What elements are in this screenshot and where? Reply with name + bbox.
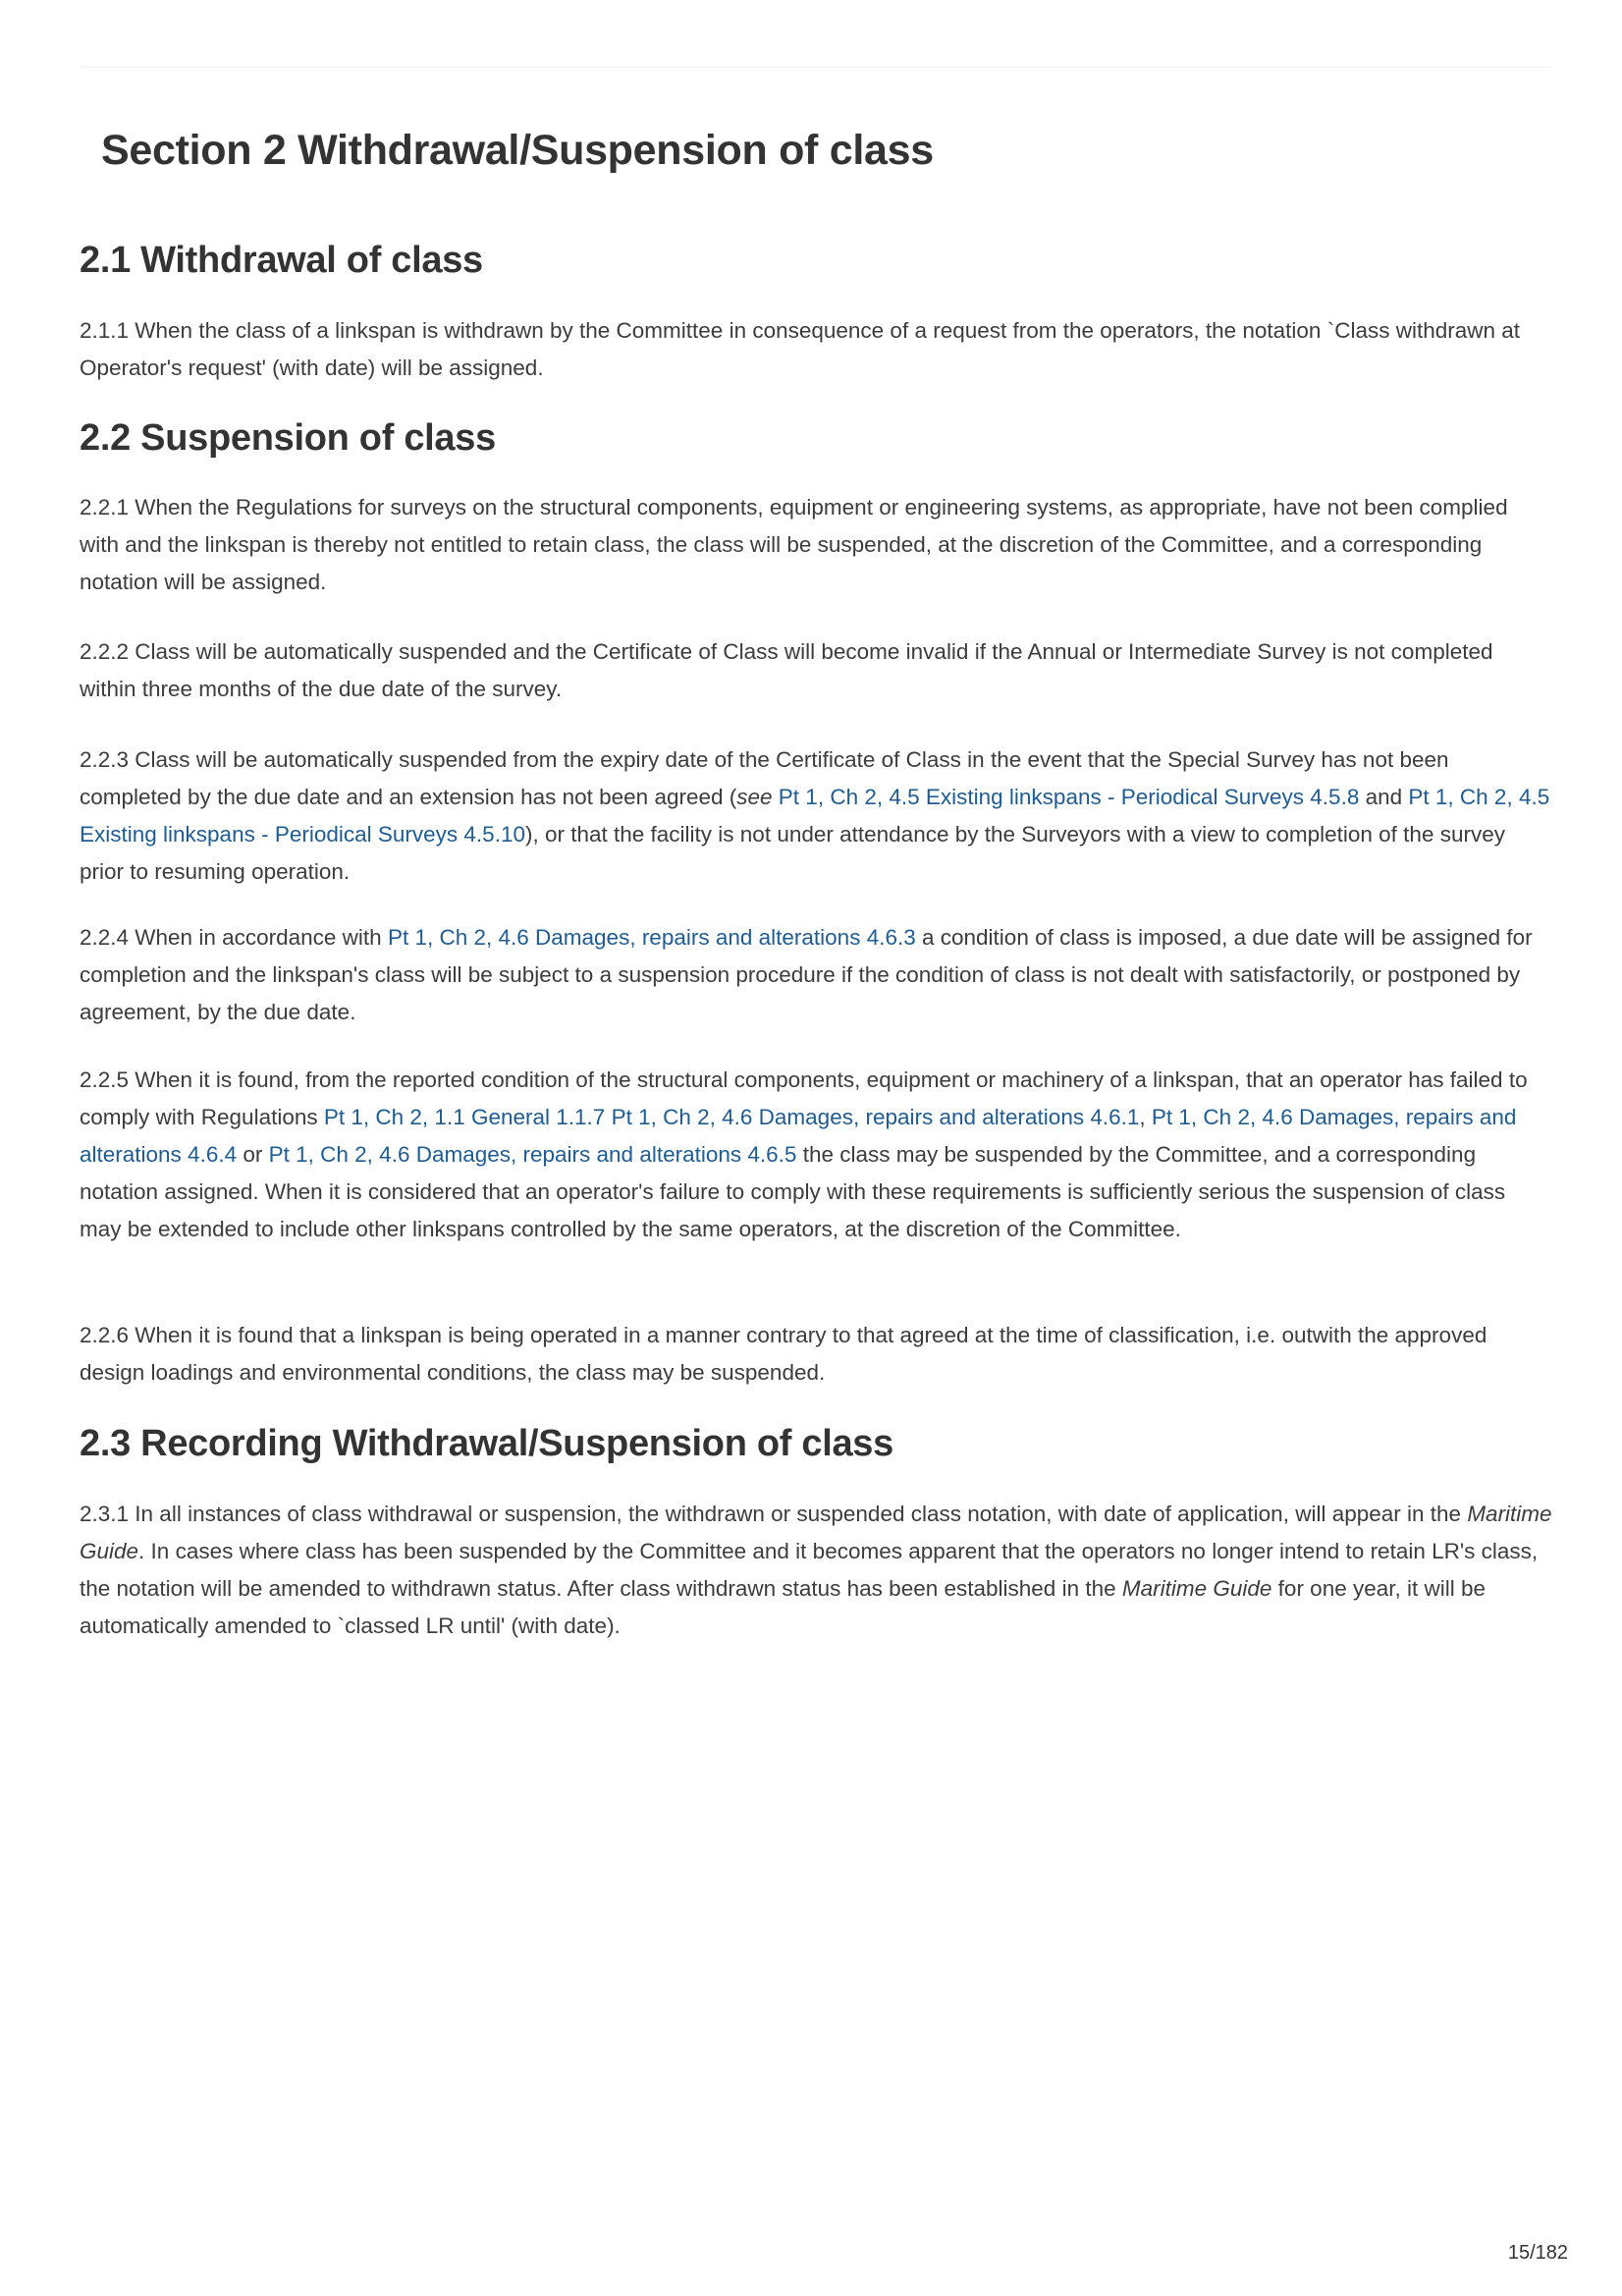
text: a condition of class is imposed, a due date will be assigned for completion and the linkspan's class will be subject to a suspension procedure if the condition of class is not dealt with satisfactorily, or postponed by agreement, by the due date. [80,925,1533,1024]
heading-2-2: 2.2 Suspension of class [80,417,496,459]
maritime-guide-italic: Maritime Guide [80,1502,1552,1563]
heading-2-3: 2.3 Recording Withdrawal/Suspension of class [80,1423,893,1464]
text: or [237,1142,269,1167]
top-divider [80,67,1552,68]
text: ), or that the facility is not under attendance by the Surveyors with a view to completion of the survey prior to resuming operation. [80,822,1505,884]
text: and [1359,785,1409,809]
link-4-5-8[interactable]: Pt 1, Ch 2, 4.5 Existing linkspans - Periodical Surveys 4.5.8 [778,785,1360,809]
link-1-1-7[interactable]: Pt 1, Ch 2, 1.1 General 1.1.7 [323,1105,606,1129]
paragraph-2-2-3 [80,741,1552,891]
paragraph-2-2-2: 2.2.2 Class will be automatically suspended and the Certificate of Class will become invalid if the Annual or Intermediate Survey is not completed within three months of the due date of the survey. [80,639,1493,701]
page-number: 15/182 [1507,2242,1568,2264]
link-4-5-10[interactable]: Pt 1, Ch 2, 4.5 Existing linkspans - Periodical Surveys 4.5.10 [80,785,1550,847]
section-title: Section 2 Withdrawal/Suspension of class [101,127,934,174]
link-4-6-1[interactable]: Pt 1, Ch 2, 4.6 Damages, repairs and alterations 4.6.1 [611,1105,1140,1129]
text: 2.2.4 When in accordance with [80,925,388,950]
paragraph-2-2-6: 2.2.6 When it is found that a linkspan is being operated in a manner contrary to that agreed at the time of classification, i.e. outwith the approved design loadings and environmental conditions, the class may be suspended. [80,1323,1487,1385]
link-4-6-5[interactable]: Pt 1, Ch 2, 4.6 Damages, repairs and alterations 4.6.5 [268,1142,797,1167]
link-4-6-3[interactable]: Pt 1, Ch 2, 4.6 Damages, repairs and alterations 4.6.3 [387,925,916,950]
text: 2.3.1 In all instances of class withdrawal or suspension, the withdrawn or suspended class notation, with date of application, will appear in the [80,1502,1468,1526]
text: the class may be suspended by the Committee, and a corresponding notation assigned. When it is considered that an operator's failure to comply with these requirements is sufficiently serious the suspension of class may be extended to include other linkspans controlled by the same operators, at the discretion of the Committee. [80,1142,1506,1241]
text: 2.2.5 When it is found, from the reported condition of the structural components, equipment or machinery of a linkspan, that an operator has failed to comply with Regulations [80,1067,1528,1129]
text: 2.2.3 Class will be automatically suspended from the expiry date of the Certificate of Class in the event that the Special Survey has not been completed by the due date and an extension has not been agreed ( [80,747,1449,809]
paragraph-2-2-4 [80,919,1552,1031]
maritime-guide-italic: Maritime Guide [1121,1576,1272,1601]
document-page [80,0,1552,2296]
paragraph-2-2-1: 2.2.1 When the Regulations for surveys on the structural components, equipment or engineering systems, as appropriate, have not been complied with and the linkspan is thereby not entitled to retain class, the class will be suspended, at the discretion of the Committee, and a corresponding notation will be assigned. [80,495,1508,594]
paragraph-2-1-1: 2.1.1 When the class of a linkspan is withdrawn by the Committee in consequence of a request from the operators, the notation `Class withdrawn at Operator's request' (with date) will be assigned. [80,318,1521,380]
text: for one year, it will be automatically amended to `classed LR until' (with date). [80,1576,1487,1638]
text: , [1139,1105,1152,1129]
text: . In cases where class has been suspended by the Committee and it becomes apparent that the operators no longer intend to retain LR's class, the notation will be amended to withdrawn status. After class withdrawn status has been established in the [80,1539,1539,1601]
see-italic: see [736,785,773,809]
paragraph-2-3-1 [80,1496,1552,1645]
paragraph-2-2-5 [80,1062,1552,1248]
link-4-6-4[interactable]: Pt 1, Ch 2, 4.6 Damages, repairs and alterations 4.6.4 [80,1105,1517,1167]
heading-2-1: 2.1 Withdrawal of class [80,240,483,281]
